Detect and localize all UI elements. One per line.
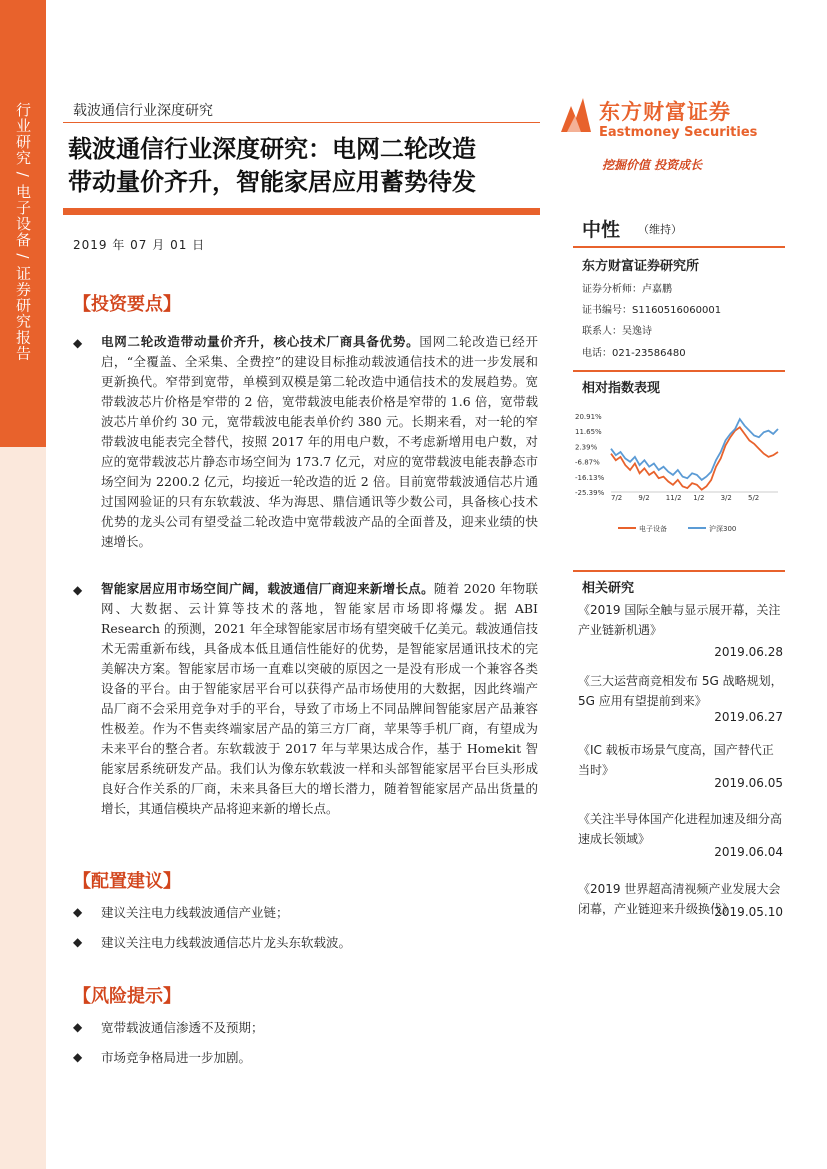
- legend-label: 沪深300: [709, 525, 737, 533]
- related-item-title[interactable]: 《2019 世界超高清视频产业发展大会闭幕，产业链迎来升级换代》: [578, 882, 781, 916]
- sidebar: [0, 0, 46, 1169]
- risk-item: 市场竞争格局进一步加剧。: [101, 1050, 252, 1065]
- config-item: 建议关注电力线载波通信芯片龙头东软载波。: [101, 935, 352, 950]
- invest-paragraph-2: [101, 579, 538, 819]
- x-tick-label: 5/2: [748, 494, 760, 502]
- x-tick-label: 7/2: [611, 494, 623, 502]
- phone: 电话：021-23586480: [582, 348, 686, 359]
- y-tick-label: 2.39%: [575, 443, 598, 452]
- index-rule: [573, 370, 785, 372]
- related-item-date: 2019.06.05: [714, 776, 783, 790]
- risk-heading: 【风险提示】: [73, 986, 181, 1007]
- x-tick-label: 3/2: [720, 494, 732, 502]
- invest-paragraph-1: [101, 332, 538, 552]
- y-tick-label: -25.39%: [575, 489, 605, 497]
- related-heading: 相关研究: [582, 581, 635, 596]
- invest-p2-text: 随着 2020 年物联网、大数据、云计算等技术的落地，智能家居市场即将爆发。据 ABI Research 的预测，2021 年全球智能家居市场有望突破千亿美元。载波通信技术无需重新布线，具备成本低且通信性能好的优势，是智能家居通讯技术的完美解决方案。智能家居市场一直难以突破的原因之一是没有形成一个兼容各类设备的平台。由于智能家居平台可以获得产品市场使用的大数据，因此终端产品厂商不会采用竞争对手的平台，导致了市场上不同品牌间智能家居产品兼容性极差。作为不售卖终端家居产品的第三方厂商，苹果等手机厂商，有望成为未来平台的整合者。东软载波于 2017 年与苹果达成合作，基于 Homekit 智能家居系统研发产品。我们认为像东软载波一样和头部智能家居平台巨头形成良好合作关系的厂商，未来具备巨大的增长潜力，随着智能家居产品出货量的增长，其通信模块产品将迎来新的增长点。: [101, 581, 538, 816]
- bullet-icon: ◆: [73, 583, 83, 597]
- cert-number: 证书编号：S1160516060001: [582, 305, 722, 316]
- brand-name-cn: 东方财富证券: [599, 100, 731, 124]
- analyst: 证券分析师：卢嘉鹏: [582, 284, 672, 295]
- rating-rule: [573, 246, 785, 248]
- title-line-2: 带动量价齐升，智能家居应用蓄势待发: [68, 168, 476, 196]
- contact: 联系人：吴逸诗: [582, 326, 652, 337]
- x-tick-label: 9/2: [638, 494, 650, 502]
- x-tick-label: 11/2: [665, 494, 682, 502]
- bullet-icon: ◆: [73, 935, 83, 949]
- institute-name: 东方财富证券研究所: [582, 259, 700, 274]
- related-item-title[interactable]: 《2019 国际全触与显示展开幕，关注产业链新机遇》: [578, 603, 781, 637]
- sidebar-category-text: 行业研究 / 电子设备 / 证券研究报告: [14, 102, 32, 362]
- y-tick-label: 11.65%: [575, 428, 602, 437]
- breadcrumb: 载波通信行业深度研究: [73, 103, 213, 119]
- brand-logo-icon: [557, 94, 595, 136]
- invest-p1-text: 国网二轮改造已经开启，“全覆盖、全采集、全费控”的建设目标推动载波通信技术的进一步发展和更新换代。窄带到宽带，单模到双模是第二轮改造中通信技术的发展趋势。宽带载波芯片价格是窄带的 2 倍，宽带载波电能表价格是窄带的 1.6 倍，宽带载波芯片单价约 30 元，宽带载波电能表单价约 380 元。长期来看，对一轮的窄带载波电能表完全替代，按照 2017 年的用电户数，不考虑新增用电户数，对应的宽带载波芯片静态市场空间为 173.7 亿元，对应的宽带载波电能表静态市场空间为 2200.2 亿元，均接近一轮改造的近 2 倍。目前宽带载波通信芯片通过国网验证的只有东软载波、华为海思、鼎信通讯等少数公司，具备核心技术优势的龙头公司有望受益二轮改造中宽带载波产品的全面普及，迎来业绩的快速增长。: [101, 334, 538, 549]
- x-tick-label: 1/2: [693, 494, 705, 502]
- relative-index-chart: [573, 404, 785, 536]
- header-rule: [63, 122, 540, 123]
- related-item-date: 2019.05.10: [714, 905, 783, 919]
- related-item-title[interactable]: 《IC 载板市场景气度高，国产替代正当时》: [578, 743, 774, 777]
- title-line-1: 载波通信行业深度研究：电网二轮改造: [68, 135, 476, 163]
- related-item-date: 2019.06.28: [714, 645, 783, 659]
- related-rule: [573, 570, 785, 572]
- rating-note: （维持）: [638, 223, 682, 236]
- risk-item: 宽带载波通信渗透不及预期；: [101, 1020, 264, 1035]
- bullet-icon: ◆: [73, 905, 83, 919]
- legend-label: 电子设备: [639, 525, 667, 533]
- series-line-1: [611, 419, 778, 480]
- related-item-title[interactable]: 《关注半导体国产化进程加速及细分高速成长领域》: [578, 812, 783, 846]
- bullet-icon: ◆: [73, 1020, 83, 1034]
- relative-index-heading: 相对指数表现: [582, 381, 661, 396]
- invest-heading: 【投资要点】: [73, 294, 181, 315]
- invest-p1-bold: 电网二轮改造带动量价齐升，核心技术厂商具备优势。: [101, 334, 420, 349]
- y-tick-label: 20.91%: [575, 413, 602, 421]
- related-item-date: 2019.06.04: [714, 845, 783, 859]
- page-title: [68, 133, 538, 199]
- bullet-icon: ◆: [73, 336, 83, 350]
- brand-name-en: Eastmoney Securities: [599, 125, 758, 140]
- brand-slogan: 挖掘价值 投资成长: [602, 158, 703, 172]
- report-date: 2019 年 07 月 01 日: [73, 238, 206, 252]
- config-heading: 【配置建议】: [73, 871, 181, 892]
- related-item-title[interactable]: 《三大运营商竞相发布 5G 战略规划，5G 应用有望提前到来》: [578, 674, 783, 708]
- rating-value: 中性: [582, 219, 621, 241]
- y-tick-label: -6.87%: [575, 458, 600, 467]
- invest-p2-bold: 智能家居应用市场空间广阔，载波通信厂商迎来新增长点。: [101, 581, 434, 596]
- bullet-icon: ◆: [73, 1050, 83, 1064]
- title-rule: [63, 208, 540, 215]
- config-item: 建议关注电力线载波通信产业链；: [101, 905, 289, 920]
- y-tick-label: -16.13%: [575, 473, 605, 482]
- related-item-date: 2019.06.27: [714, 710, 783, 724]
